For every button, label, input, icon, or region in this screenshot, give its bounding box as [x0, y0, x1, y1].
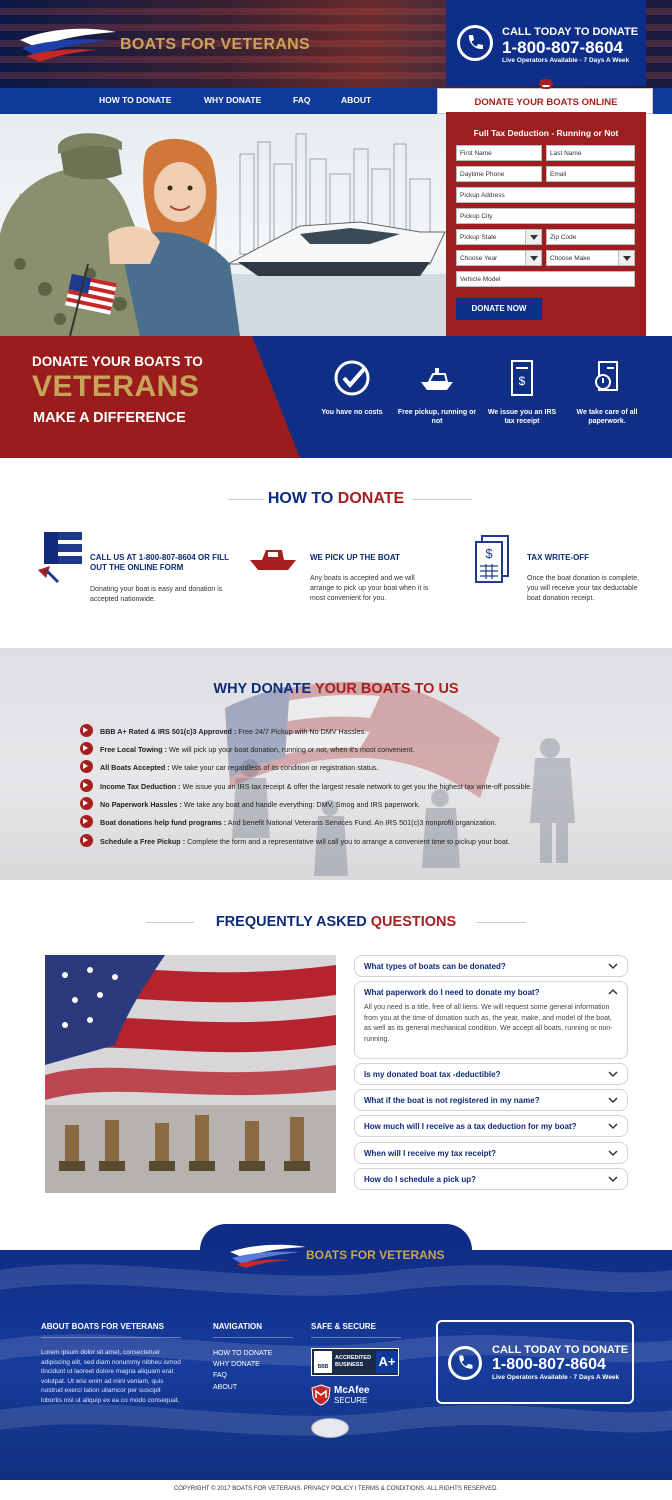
call-sub: Live Operators Available - 7 Days A Week — [502, 57, 630, 64]
footer-about-heading: ABOUT BOATS FOR VETERANS — [41, 1322, 164, 1331]
footer-call-box[interactable] — [436, 1320, 634, 1404]
arrow-right-icon — [80, 797, 93, 810]
nav-why-donate[interactable]: WHY DONATE — [204, 95, 262, 105]
why-item-bold: Schedule a Free Pickup : — [100, 837, 186, 846]
how-to-donate-title — [0, 490, 672, 508]
footer-nav-why-donate[interactable]: WHY DONATE — [213, 1361, 260, 1368]
donate-online-label: DONATE YOUR BOATS ONLINE — [474, 97, 618, 108]
donation-form — [446, 112, 646, 336]
faq-flag-image — [45, 955, 336, 1193]
bbb-rating: A+ — [376, 1351, 398, 1373]
logo-swoosh-icon — [18, 22, 118, 66]
faq-question: When will I receive my tax receipt? — [364, 1149, 497, 1158]
chevron-down-icon — [607, 1094, 619, 1106]
faq-title-b: QUESTIONS — [370, 914, 457, 930]
pickup-address-input[interactable]: Pickup Address — [456, 187, 635, 203]
pickup-boat-icon — [248, 544, 298, 572]
step2-title: WE PICK UP THE BOAT — [310, 553, 400, 562]
step1-title: CALL US AT 1-800-807-8604 OR FILL OUT THE ONLINE FORM — [90, 553, 229, 572]
why-item-text: And benefit National Veterans Services Fund. An IRS 501(c)3 nonprofit organization. — [226, 818, 497, 827]
why-item-text: Complete the form and a representative will call you to arrange a convenient time to pickup your boat. — [185, 837, 510, 846]
chevron-down-icon — [607, 1147, 619, 1159]
divider — [311, 1337, 401, 1338]
nav-how-to-donate[interactable]: HOW TO DONATE — [99, 95, 172, 105]
why-item-bold: BBB A+ Rated & IRS 501(c)3 Approved : — [100, 727, 237, 736]
feature-no-costs — [312, 358, 392, 417]
bbb-badge[interactable] — [311, 1348, 399, 1376]
faq-item[interactable] — [354, 1142, 628, 1164]
donate-now-button[interactable]: DONATE NOW — [456, 298, 542, 320]
footer-call-phone[interactable]: 1-800-807-8604 — [492, 1356, 606, 1373]
arrow-right-icon — [80, 834, 93, 847]
faq-item-open[interactable] — [354, 981, 628, 1059]
why-item-text: We take your car regardless of its condition or registration status. — [169, 763, 379, 772]
faq-item[interactable] — [354, 1115, 628, 1137]
chevron-down-icon — [607, 960, 619, 972]
feature-free-pickup — [397, 358, 477, 426]
faq-question: Is my donated boat tax -deductible? — [364, 1070, 501, 1079]
pickup-state-value: Pickup State — [460, 234, 497, 241]
step1-text: Donating your boat is easy and donation is accepted nationwide. — [90, 586, 223, 603]
donate-banner — [0, 336, 672, 458]
faq-item[interactable] — [354, 1089, 628, 1111]
arrow-right-icon — [80, 724, 93, 737]
brand-name: BOATS FOR VETERANS — [120, 36, 311, 53]
zip-code-input[interactable]: Zip Code — [546, 229, 635, 245]
logo-swoosh-icon — [228, 1240, 308, 1270]
chevron-down-icon — [607, 1120, 619, 1132]
footer-nav-faq[interactable]: FAQ — [213, 1372, 228, 1379]
year-value: Choose Year — [460, 255, 498, 262]
pickup-state-select[interactable] — [456, 229, 542, 245]
hero-image — [0, 114, 446, 336]
how-title-b: DONATE — [337, 490, 405, 507]
how-title-a: HOW TO — [267, 490, 334, 507]
hero-illustration — [0, 114, 446, 336]
call-phone[interactable]: 1-800-807-8604 — [502, 38, 623, 57]
mcafee-sub: SECURE — [334, 1396, 368, 1405]
why-donate-title — [0, 681, 672, 697]
faq-title — [0, 914, 672, 930]
why-item-text: We issue you an IRS tax receipt & offer the largest resale network to get you the highest tax write-off possible. — [180, 782, 533, 791]
feature-label: Free pickup, running or not — [397, 409, 477, 425]
banner-line2: VETERANS — [32, 370, 200, 403]
bbb-label: ACCREDITED BUSINESS — [335, 1355, 372, 1368]
chevron-down-icon — [618, 251, 634, 265]
chevron-down-icon — [607, 1068, 619, 1080]
arrow-right-icon — [80, 760, 93, 773]
faq-question: How much will I receive as a tax deduction for my boat? — [364, 1122, 577, 1131]
online-form-icon — [34, 530, 84, 586]
footer-secure-heading: SAFE & SECURE — [311, 1322, 376, 1331]
header — [0, 0, 672, 88]
footer-nav-about[interactable]: ABOUT — [213, 1384, 238, 1391]
check-circle-icon — [332, 358, 372, 398]
arrow-right-icon — [80, 779, 93, 792]
bbb-logo-icon: BBB — [314, 1351, 332, 1373]
why-item-text: We take any boat and handle everything: DMV, Smog and IRS paperwork. — [181, 800, 421, 809]
why-item-text: We will pick up your boat donation, running or not, when it's most convenient. — [166, 745, 415, 754]
phone-input[interactable]: Daytime Phone — [456, 166, 542, 182]
why-item-bold: Income Tax Deduction : — [100, 782, 181, 791]
chevron-down-icon — [525, 251, 541, 265]
first-name-input[interactable]: First Name — [456, 145, 542, 161]
copyright: COPYRIGHT © 2017 BOATS FOR VETERANS. PRIVACY POLICY I TERMS & CONDITIONS. ALL RIGHTS RESERVED. — [0, 1480, 672, 1500]
arrow-right-icon — [80, 815, 93, 828]
nav-faq[interactable]: FAQ — [293, 95, 311, 105]
last-name-input[interactable]: Last Name — [546, 145, 635, 161]
faq-question: What types of boats can be donated? — [364, 962, 506, 971]
tax-receipt-icon — [474, 532, 516, 584]
faq-answer: All you need is a title, free of all liens. We will request some general information from you at the time of donation such as, the year, make, and model of the boat, as well as its general mechanical condition. We accept all boats, running or non-running. — [364, 1004, 613, 1043]
why-item-bold: Boat donations help fund programs : — [100, 818, 227, 827]
mcafee-shield-icon — [311, 1384, 331, 1406]
footer-about-text: Lorem ipsum dolor sit amet, consectetuer adipiscing elit, sed diam nonummy nibheu ismod tincidunt ut laoreet dolore magna aliquam erat volutpat. Ut wisi enim ad mini veniam, quis nostrud exerci tation ullamcor per suscipit lobortis nisl ut aliquip ex ea co modo consequat. — [41, 1349, 181, 1404]
step3-title: TAX WRITE-OFF — [527, 553, 590, 562]
paperwork-icon — [587, 358, 627, 398]
why-title-b: YOUR BOATS TO US — [314, 681, 459, 697]
make-value: Choose Make — [550, 255, 591, 262]
call-box[interactable] — [446, 0, 646, 86]
form-title: Full Tax Deduction - Running or Not — [473, 128, 619, 138]
why-title-a: WHY DONATE — [213, 681, 312, 697]
footer-brand-name: BOATS FOR VETERANS — [306, 1248, 445, 1262]
svg-text:$: $ — [485, 546, 493, 561]
footer-nav-how-to-donate[interactable]: HOW TO DONATE — [213, 1350, 273, 1357]
divider — [41, 1337, 181, 1338]
logo[interactable] — [18, 22, 318, 66]
feature-paperwork — [567, 358, 647, 426]
chevron-down-icon — [607, 1173, 619, 1185]
secure-seal-icon — [311, 1418, 349, 1438]
why-item-text: Free 24/7 Pickup with No DMV Hassles. — [236, 727, 367, 736]
pickup-city-input[interactable]: Pickup City — [456, 208, 635, 224]
step3-text: Once the boat donation is complete, you will receive your tax deductable boat donation receipt. — [527, 575, 640, 602]
flag-soldiers-illustration — [45, 955, 336, 1193]
mcafee-badge[interactable] — [311, 1384, 377, 1406]
feature-label: We issue you an IRS tax receipt — [487, 409, 557, 425]
nav-about[interactable]: ABOUT — [341, 95, 372, 105]
why-item-bold: All Boats Accepted : — [100, 763, 170, 772]
svg-text:$: $ — [518, 374, 526, 388]
year-select[interactable] — [456, 250, 542, 266]
feature-label: You have no costs — [321, 409, 383, 416]
footer-nav-heading: NAVIGATION — [213, 1322, 263, 1331]
faq-question: How do I schedule a pick up? — [364, 1175, 477, 1184]
call-title: CALL TODAY TO DONATE — [502, 26, 639, 38]
footer-call-sub: Live Operators Available - 7 Days A Week — [492, 1374, 620, 1381]
donate-online-tab[interactable] — [437, 88, 653, 114]
make-select[interactable] — [546, 250, 635, 266]
feature-tax-receipt — [482, 358, 562, 426]
vehicle-model-input[interactable]: Vehicle Model — [456, 271, 635, 287]
faq-title-a: FREQUENTLY ASKED — [215, 914, 367, 930]
why-item-bold: Free Local Towing : — [100, 745, 167, 754]
boat-icon — [417, 358, 457, 398]
faq-item[interactable] — [354, 955, 628, 977]
banner-line3: MAKE A DIFFERENCE — [33, 410, 186, 426]
faq-item[interactable] — [354, 1063, 628, 1085]
phone-icon — [457, 25, 493, 61]
footer-call-title: CALL TODAY TO DONATE — [492, 1344, 629, 1356]
step2-text: Any boats is accepted and we will arrange to pick up your boat when it is most convenient for you. — [310, 575, 429, 602]
faq-question: What if the boat is not registered in my name? — [364, 1096, 540, 1105]
boat-tab-icon — [539, 79, 553, 89]
banner-line1: DONATE YOUR BOATS TO — [32, 354, 203, 369]
receipt-icon — [502, 358, 542, 398]
email-input[interactable]: Email — [546, 166, 635, 182]
faq-item[interactable] — [354, 1168, 628, 1190]
faq-question: What paperwork do I need to donate my boat? — [364, 988, 540, 997]
phone-icon — [448, 1346, 482, 1380]
why-item-bold: No Paperwork Hassles : — [100, 800, 182, 809]
arrow-right-icon — [80, 742, 93, 755]
divider — [213, 1337, 293, 1338]
footer-logo[interactable] — [228, 1240, 448, 1270]
chevron-up-icon — [607, 986, 619, 998]
feature-label: We take care of all paperwork. — [576, 409, 638, 425]
mcafee-name: McAfee — [334, 1385, 370, 1396]
chevron-down-icon — [525, 230, 541, 244]
